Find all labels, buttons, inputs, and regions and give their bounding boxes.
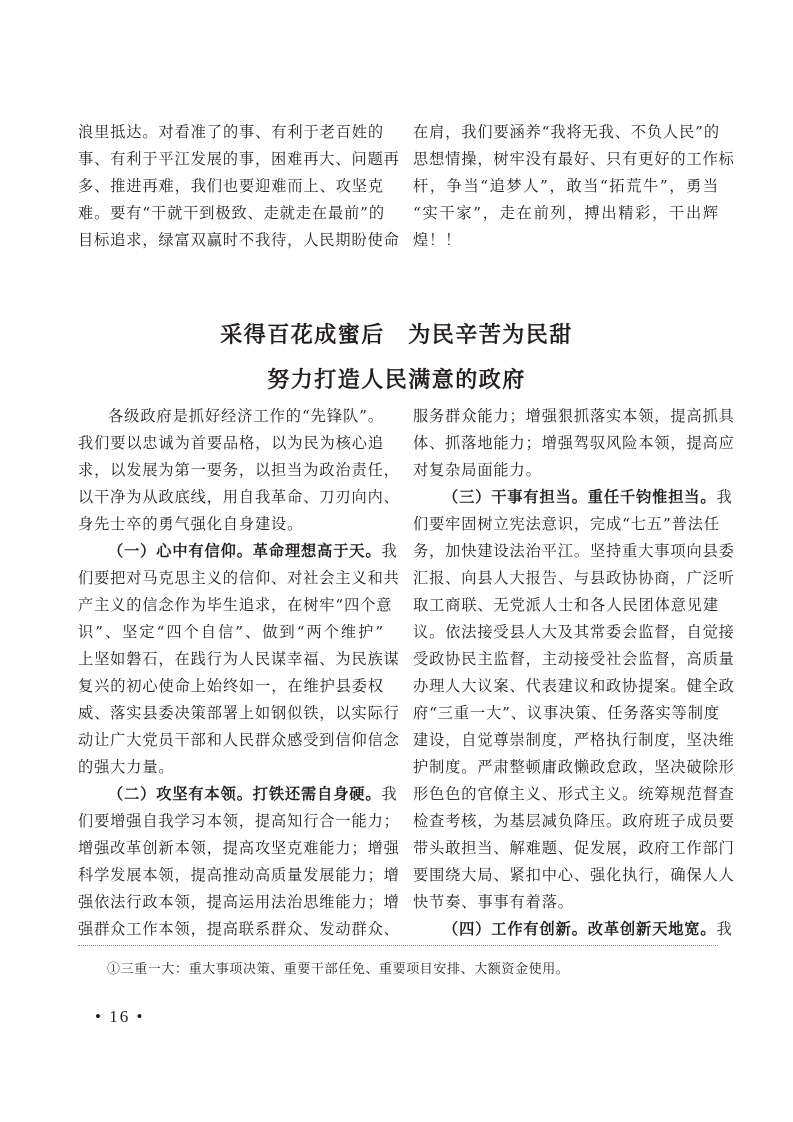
line-text: 对复杂局面能力。 <box>413 461 542 479</box>
text-line <box>413 457 719 484</box>
line-text: 们要牢固树立宪法意识，完成“七五”普法任 <box>413 515 720 533</box>
line-text: 体、抓落地能力；增强驾驭风险本领，提高应 <box>413 434 735 452</box>
line-text: 增强改革创新本领，提高攻坚克难能力；增强 <box>78 839 400 857</box>
line-text: 科学发展本领，提高推动高质量发展能力；增 <box>78 866 400 884</box>
text-line <box>413 754 735 781</box>
text-line <box>413 889 719 916</box>
line-text: 受政协民主监督，主动接受社会监督，高质量 <box>413 650 735 668</box>
text-line <box>413 538 735 565</box>
line-text: 我 <box>716 488 733 506</box>
line-text: 复兴的初心使命上始终如一，在维护县委权 <box>78 677 384 695</box>
page-number: • 16 • <box>95 1007 145 1026</box>
footnote: ①三重一大：重大事项决策、重要干部任免、重要项目安排、大额资金使用。 <box>107 962 570 977</box>
line-text: 求，以发展为第一要务，以担当为政治责任， <box>78 461 400 479</box>
text-line <box>413 835 735 862</box>
text-line: 难。要有“干就干到极致、走就走在最前”的 <box>78 204 385 222</box>
text-line: 在肩，我们要涵养“我将无我、不负人民”的 <box>413 123 720 141</box>
line-text: 识”、坚定“四个自信”、做到“两个维护” <box>78 623 384 641</box>
text-line <box>78 457 400 484</box>
line-text: 身先士卒的勇气强化自身建设。 <box>78 515 304 533</box>
line-text: 上坚如磐石，在践行为人民谋幸福、为民族谋 <box>78 650 400 668</box>
text-line <box>78 754 384 781</box>
line-text: 快节奏、事事有着落。 <box>413 893 574 911</box>
text-line <box>78 430 384 457</box>
subsection-heading: （二）攻坚有本领。打铁还需自身硬。 <box>108 785 382 803</box>
text-line <box>78 511 384 538</box>
line-text: 威、落实县委决策部署上如钢似铁，以实际行 <box>78 704 400 722</box>
text-line <box>78 646 400 673</box>
text-line <box>413 808 735 835</box>
line-text: 动让广大党员干部和人民群众感受到信仰信念 <box>78 731 400 749</box>
line-text: 我 <box>381 542 398 560</box>
section-title-line-2: 努力打造人民满意的政府 <box>267 367 526 393</box>
line-text: 产主义的信念作为毕生追求，在树牢“四个意 <box>78 596 393 614</box>
line-text: 形色色的官僚主义、形式主义。统筹规范督查 <box>413 785 735 803</box>
text-line <box>78 484 400 511</box>
line-text: 以干净为从政底线，用自我革命、刀刃向内、 <box>78 488 400 506</box>
text-line: 目标追求，绿富双赢时不我待，人民期盼使命 <box>78 231 400 249</box>
line-text: 服务群众能力；增强狠抓落实本领，提高抓具 <box>413 407 735 425</box>
line-text: 我们要以忠诚为首要品格，以为民为核心追 <box>78 434 384 452</box>
text-line <box>413 592 719 619</box>
text-line: 多、推进再难，我们也要迎难而上、攻坚克 <box>78 177 384 195</box>
text-line <box>413 781 735 808</box>
line-text: 强依法行政本领，提高运用法治思维能力；增 <box>78 893 400 911</box>
body-right-column <box>413 403 735 943</box>
text-line <box>78 403 384 430</box>
text-line <box>78 565 400 592</box>
line-text: 的强大力量。 <box>78 758 175 776</box>
text-line <box>413 646 735 673</box>
continuation-right-column <box>413 119 735 254</box>
text-line <box>78 916 400 943</box>
subsection-heading: （四）工作有创新。改革创新天地宽。 <box>443 920 717 938</box>
line-text: 要围绕大局、紧扣中心、强化执行，确保人人 <box>413 866 735 884</box>
text-line: 煌！！ <box>413 231 462 249</box>
subsection-heading-line <box>413 916 733 943</box>
text-line <box>78 700 400 727</box>
text-line: 杆，争当“追梦人”，敢当“拓荒牛”，勇当 <box>413 177 719 195</box>
text-line: “实干家”，走在前列，搏出精彩，干出辉 <box>413 204 719 222</box>
text-line <box>413 565 735 592</box>
text-line <box>78 592 393 619</box>
text-line <box>78 835 400 862</box>
line-text: 取工商联、无党派人士和各人民团体意见建 <box>413 596 719 614</box>
line-text: 我 <box>716 920 733 938</box>
subsection-heading: （三）干事有担当。重任千钧惟担当。 <box>443 488 717 506</box>
line-text: 检查考核，为基层减负降压。政府班子成员要 <box>413 812 735 830</box>
line-text: 带头敢担当、解难题、促发展，政府工作部门 <box>413 839 735 857</box>
line-text: 建设，自觉尊崇制度，严格执行制度，坚决维 <box>413 731 735 749</box>
line-text: 护制度。严肃整顿庸政懒政怠政，坚决破除形 <box>413 758 735 776</box>
text-line <box>78 727 400 754</box>
text-line <box>78 808 400 835</box>
text-line <box>413 673 735 700</box>
subsection-heading: （一）心中有信仰。革命理想高于天。 <box>108 542 382 560</box>
line-text: 我 <box>381 785 398 803</box>
line-text: 议。依法接受县人大及其常委会监督，自觉接 <box>413 623 735 641</box>
line-text: 务，加快建设法治平江。坚持重大事项向县委 <box>413 542 735 560</box>
text-line <box>78 673 384 700</box>
line-text: 汇报、向县人大报告、与县政协协商，广泛听 <box>413 569 735 587</box>
subsection-heading-line <box>78 538 398 565</box>
text-line <box>78 889 400 916</box>
section-title-line-1: 采得百花成蜜后 为民辛苦为民甜 <box>220 322 573 348</box>
line-text: 强群众工作本领，提高联系群众、发动群众、 <box>78 920 400 938</box>
line-text: 办理人大议案、代表建议和政协提案。健全政 <box>413 677 735 695</box>
text-line <box>413 511 719 538</box>
text-line <box>413 619 735 646</box>
line-text: 们要把对马克思主义的信仰、对社会主义和共 <box>78 569 400 587</box>
footnote-divider <box>78 945 718 946</box>
subsection-heading-line <box>78 781 398 808</box>
text-line: 事、有利于平江发展的事，困难再大、问题再 <box>78 150 400 168</box>
subsection-heading-line <box>413 484 733 511</box>
continuation-left-column <box>78 119 400 254</box>
text-line <box>78 619 384 646</box>
text-line <box>413 700 719 727</box>
line-text: 各级政府是抓好经济工作的“先锋队”。 <box>108 407 384 425</box>
text-line: 浪里抵达。对看准了的事、有利于老百姓的 <box>78 123 384 141</box>
text-line <box>413 430 735 457</box>
text-line: 思想情操，树牢没有最好、只有更好的工作标 <box>413 150 735 168</box>
text-line <box>413 862 735 889</box>
text-line <box>413 727 735 754</box>
text-line <box>413 403 735 430</box>
line-text: 府“三重一大”、议事决策、任务落实等制度 <box>413 704 720 722</box>
body-left-column <box>78 403 400 943</box>
line-text: 们要增强自我学习本领，提高知行合一能力； <box>78 812 400 830</box>
text-line <box>78 862 400 889</box>
